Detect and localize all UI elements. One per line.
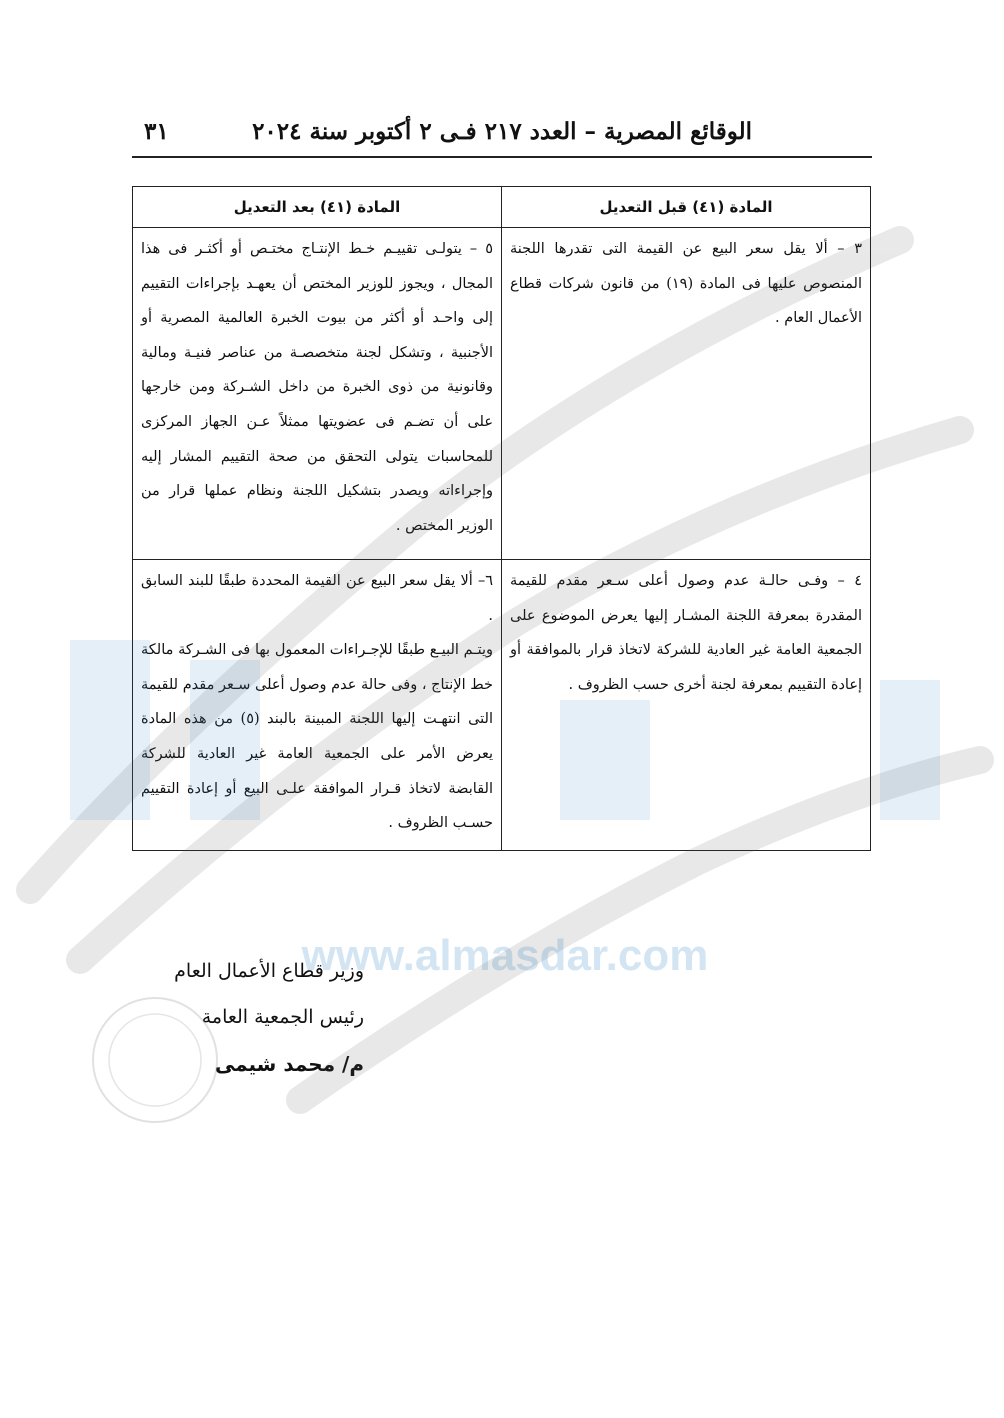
- clause-text: ٦– ألا يقل سعر البيع عن القيمة المحددة طبقًا للبند السابق .: [141, 573, 493, 624]
- table-row: [133, 560, 871, 851]
- amendment-comparison-table: [132, 186, 871, 851]
- signatory-position: وزير قطاع الأعمال العام: [174, 960, 364, 982]
- column-header-before: المادة (٤١) قبل التعديل: [502, 187, 871, 228]
- table-header-row: [133, 187, 871, 228]
- cell-before-clause-3: [502, 228, 871, 560]
- table-row: [133, 228, 871, 560]
- signature-block: [174, 948, 364, 1088]
- gazette-title: الوقائع المصرية – العدد ٢١٧ فـى ٢ أكتوبر سنة ٢٠٢٤: [252, 118, 752, 145]
- clause-text: ٥ – يتولـى تقييـم خـط الإنتـاج مختـص أو أكثـر فى هذا المجال ، ويجوز للوزير المختص أن يعهـد بإجراءات التقييم إلى واحـد أو أكثر من بيوت الخبرة العالمية المصرية أو الأجنبية ، وتشكل لجنة متخصصـة من عناصر فنيـة ومالية وقانونية من ذوى الخبرة من داخل الشـركة ومن خارجها على أن تضـم فى عضويتها ممثلاً عـن الجهاز المركزى للمحاسبات يتولى التحقق من صحة التقييم المشار إليه وإجراءاته ويصدر بتشكيل اللجنة ونظام عملها قرار من الوزير المختص .: [141, 241, 493, 534]
- cell-before-clause-4: [502, 560, 871, 851]
- cell-after-clause-6: [133, 560, 502, 851]
- clause-text: ٣ – ألا يقل سعر البيع عن القيمة التى تقدرها اللجنة المنصوص عليها فى المادة (١٩) من قانون شركات قطاع الأعمال العام .: [510, 241, 862, 327]
- signatory-name: م/ محمد شيمى: [214, 1052, 364, 1076]
- clause-text: ويتـم البيـع طبقًا للإجـراءات المعمول بها فى الشـركة مالكة خط الإنتاج ، وفى حالة عدم وصول أعلى سـعر مقدم للقيمة التى انتهـت إليها اللجنة المبينة بالبند (٥) من هذه المادة يعرض الأمر على الجمعية العامة غير العادية للشركة القابضة لاتخاذ قـرار الموافقة علـى البيع أو إعادة التقييم حسـب الظروف .: [141, 642, 493, 832]
- column-header-after: المادة (٤١) بعد التعديل: [133, 187, 502, 228]
- page-number: ٣١: [144, 118, 169, 145]
- page-header: [132, 112, 872, 158]
- watermark-text: www.almasdar.com: [301, 931, 709, 980]
- cell-after-clause-5: [133, 228, 502, 560]
- signatory-role: رئيس الجمعية العامة: [201, 1006, 364, 1028]
- clause-text: ٤ – وفـى حالـة عدم وصول أعلى سـعر مقدم للقيمة المقدرة بمعرفة اللجنة المشـار إليها يعرض الموضوع على الجمعية العامة غير العادية للشركة لاتخاذ قرار بالموافقة أو إعادة التقييم بمعرفة لجنة أخرى حسب الظروف .: [510, 573, 862, 693]
